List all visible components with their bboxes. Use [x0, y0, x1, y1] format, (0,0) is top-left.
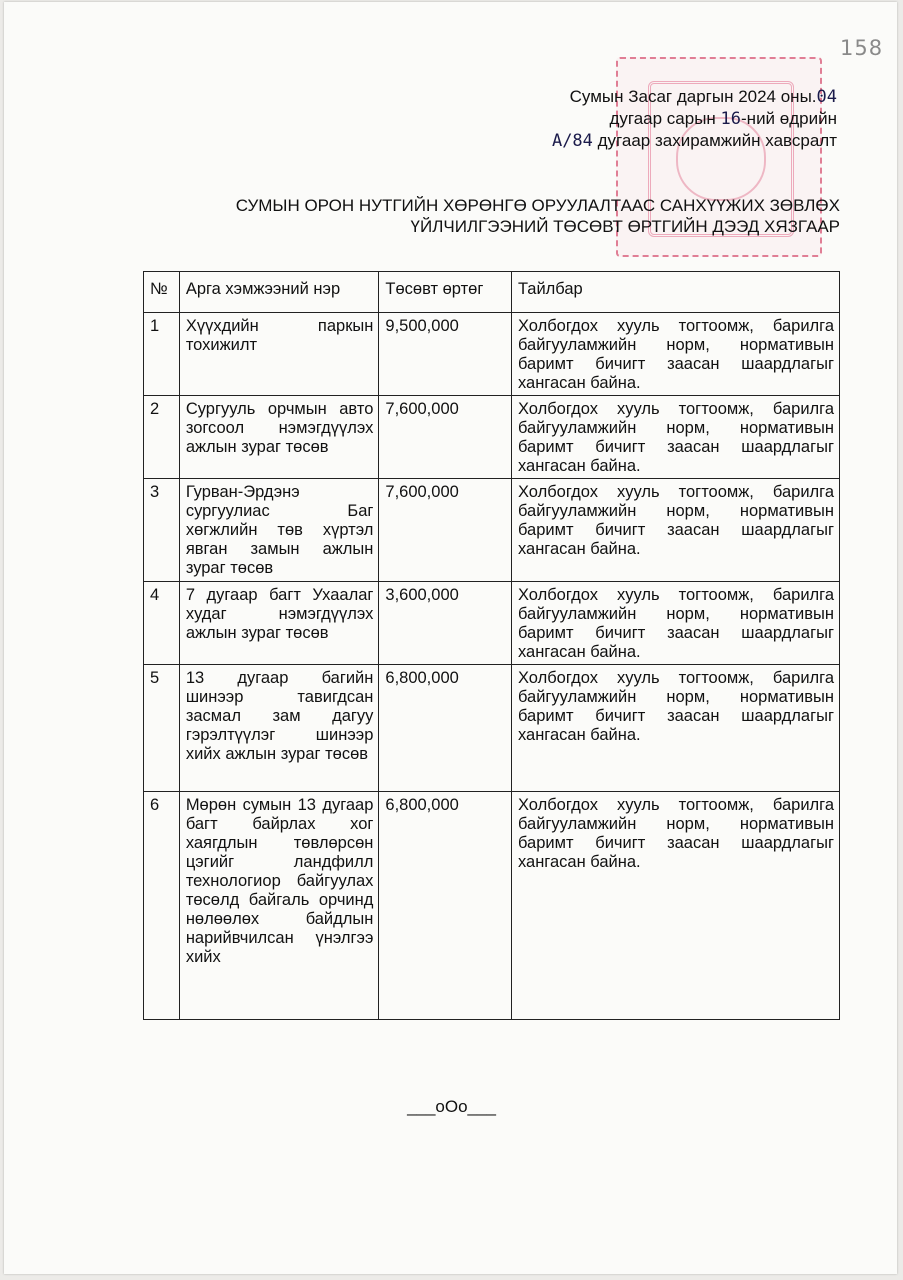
- row-name: Мөрөн сумын 13 дугаар багт байрлах хог хаягдлын төвлөрсөн цэгийг ландфилл технологиор байгуулах төсөлд байгаль орчинд нөлөөлөх байдлын нарийвчилсан үнэлгээ хийх: [179, 792, 379, 1020]
- row-name: Гурван-Эрдэнэ сургуулиас Баг хөгжлийн төв хүртэл явган замын ажлын зураг төсөв: [179, 479, 379, 582]
- decree-line-3: [552, 130, 837, 152]
- header-name: Арга хэмжээний нэр: [179, 272, 379, 313]
- row-name: 7 дугаар багт Ухаалаг худаг нэмэгдүүлэх ажлын зураг төсөв: [179, 582, 379, 665]
- row-name: Сургууль орчмын авто зогсоол нэмэгдүүлэх ажлын зураг төсөв: [179, 396, 379, 479]
- row-note: Холбогдох хууль тогтоомж, барилга байгууламжийн норм, нормативын баримт бичигт заасан шаардлагыг хангасан байна.: [511, 479, 839, 582]
- table-row: [144, 792, 840, 1020]
- row-name: 13 дугаар багийн шинээр тавигдсан засмал зам дагуу гэрэлтүүлэг шинээр хийх ажлын зураг төсөв: [179, 665, 379, 792]
- handwritten-day: 16: [720, 109, 742, 129]
- decree-month-text: дугаар сарын: [609, 109, 721, 128]
- title-line-2: ҮЙЛЧИЛГЭЭНИЙ ТӨСӨВТ ӨРТГИЙН ДЭЭД ХЯЗГААР: [410, 217, 840, 236]
- decree-year-text: Сумын Засаг даргын 2024 оны.: [569, 87, 817, 106]
- table-header-row: [144, 272, 840, 313]
- row-cost: 3,600,000: [379, 582, 512, 665]
- row-note: Холбогдох хууль тогтоомж, барилга байгууламжийн норм, нормативын баримт бичигт заасан шаардлагыг хангасан байна.: [511, 792, 839, 1020]
- table-row: [144, 479, 840, 582]
- row-no: 3: [144, 479, 180, 582]
- decree-line-1: [552, 86, 837, 108]
- row-cost: 7,600,000: [379, 479, 512, 582]
- document-title: [150, 195, 840, 237]
- header-no: №: [144, 272, 180, 313]
- title-line-1: СУМЫН ОРОН НУТГИЙН ХӨРӨНГӨ ОРУУЛАЛТААС САНХҮҮЖИХ ЗӨВЛӨХ: [235, 196, 840, 215]
- decree-day-text: -ний өдрийн: [741, 109, 837, 128]
- table-row: [144, 582, 840, 665]
- decree-appendix-text: дугаар захирамжийн хавсралт: [592, 131, 837, 150]
- row-name: Хүүхдийн паркын тохижилт: [179, 313, 379, 396]
- header-cost: Төсөвт өртөг: [379, 272, 512, 313]
- table-row: [144, 665, 840, 792]
- budget-table: [143, 271, 840, 1020]
- row-cost: 7,600,000: [379, 396, 512, 479]
- row-no: 4: [144, 582, 180, 665]
- row-cost: 6,800,000: [379, 665, 512, 792]
- row-cost: 6,800,000: [379, 792, 512, 1020]
- row-note: Холбогдох хууль тогтоомж, барилга байгууламжийн норм, нормативын баримт бичигт заасан шаардлагыг хангасан байна.: [511, 582, 839, 665]
- decree-line-2: [552, 108, 837, 130]
- table-row: [144, 396, 840, 479]
- row-no: 6: [144, 792, 180, 1020]
- row-cost: 9,500,000: [379, 313, 512, 396]
- row-no: 1: [144, 313, 180, 396]
- decree-reference: [552, 86, 837, 152]
- row-no: 5: [144, 665, 180, 792]
- row-no: 2: [144, 396, 180, 479]
- handwritten-month: 04: [816, 87, 837, 107]
- row-note: Холбогдох хууль тогтоомж, барилга байгууламжийн норм, нормативын баримт бичигт заасан шаардлагыг хангасан байна.: [511, 313, 839, 396]
- end-of-document-mark: ___oOo___: [407, 1097, 496, 1116]
- page-number: 158: [840, 36, 884, 60]
- header-note: Тайлбар: [511, 272, 839, 313]
- handwritten-order-number: A/84: [551, 131, 593, 151]
- row-note: Холбогдох хууль тогтоомж, барилга байгууламжийн норм, нормативын баримт бичигт заасан шаардлагыг хангасан байна.: [511, 665, 839, 792]
- row-note: Холбогдох хууль тогтоомж, барилга байгууламжийн норм, нормативын баримт бичигт заасан шаардлагыг хангасан байна.: [511, 396, 839, 479]
- table-row: [144, 313, 840, 396]
